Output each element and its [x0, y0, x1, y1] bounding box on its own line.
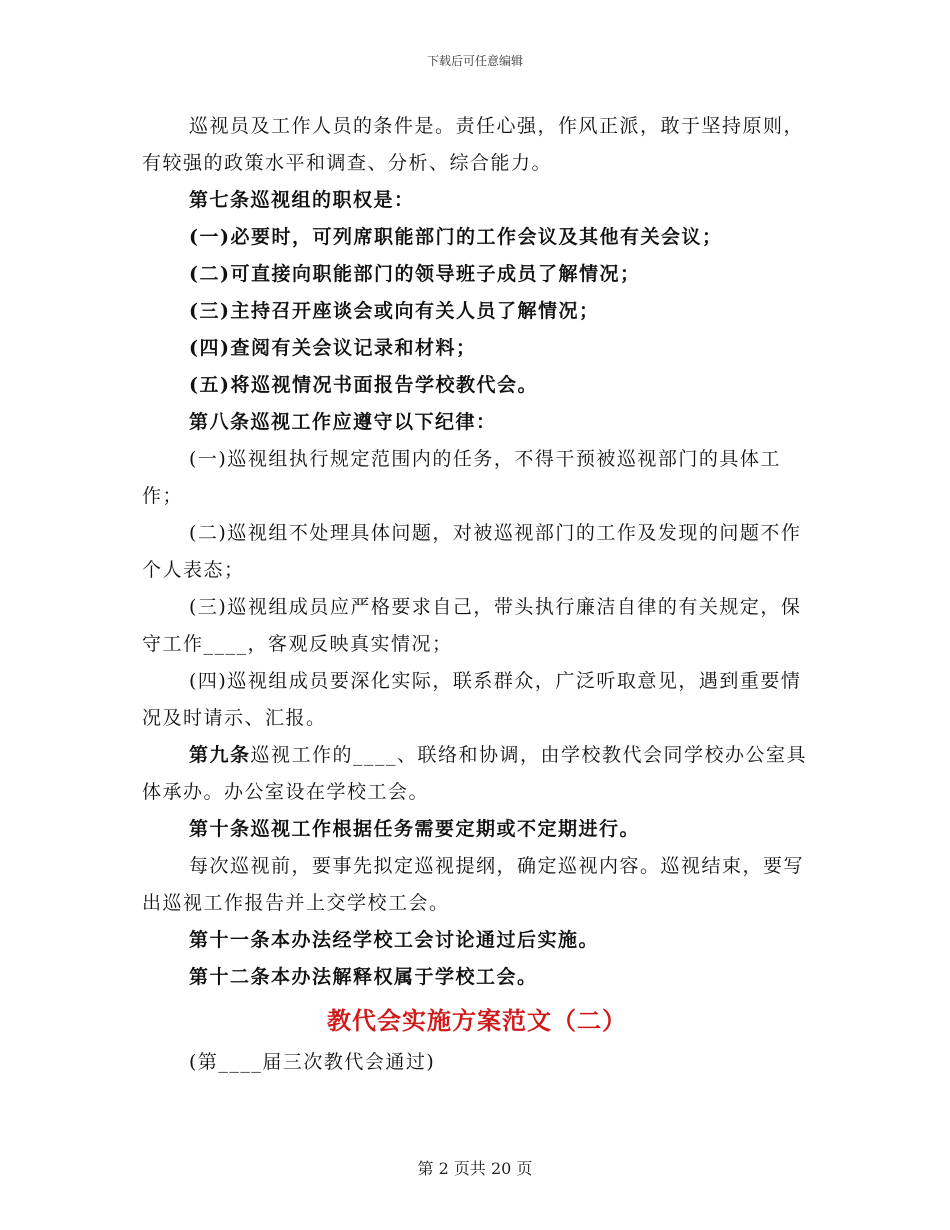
- article-10-heading: 第十条巡视工作根据任务需要定期或不定期进行。: [189, 818, 641, 840]
- document-body: [142, 108, 812, 1081]
- page-footer: 第 2 页共 20 页: [417, 1159, 533, 1178]
- article-8-heading: 第八条巡视工作应遵守以下纪律：: [189, 411, 497, 433]
- paragraph-conditions: 巡视员及工作人员的条件是。责任心强，作风正派，敢于坚持原则，有较强的政策水平和调查、分析、综合能力。: [142, 115, 805, 174]
- article-11: 第十一条本办法经学校工会讨论通过后实施。: [189, 929, 600, 951]
- power-item-5: (五)将巡视情况书面报告学校教代会。: [189, 374, 538, 396]
- article-12: 第十二条本办法解释权属于学校工会。: [189, 966, 538, 988]
- power-item-4: (四)查阅有关会议记录和材料；: [189, 337, 477, 359]
- power-item-3: (三)主持召开座谈会或向有关人员了解情况；: [189, 300, 600, 322]
- article-9-paragraph: [142, 737, 812, 811]
- power-item-2: (二)可直接向职能部门的领导班子成员了解情况；: [189, 263, 641, 285]
- article-9-lead: 第九条: [189, 744, 251, 766]
- discipline-item-2: (二)巡视组不处理具体问题，对被巡视部门的工作及发现的问题不作个人表态；: [142, 522, 802, 581]
- section-title: 教代会实施方案范文（二）: [327, 1006, 627, 1035]
- discipline-item-1: (一)巡视组执行规定范围内的任务，不得干预被巡视部门的具体工作；: [142, 448, 781, 507]
- discipline-item-4: (四)巡视组成员要深化实际，联系群众，广泛听取意见，遇到重要情况及时请示、汇报。: [142, 670, 802, 729]
- article-9-text: 巡视工作的____、联络和协调，由学校教代会同学校办公室具体承办。办公室设在学校工会。: [142, 744, 808, 803]
- power-item-1: (一)必要时，可列席职能部门的工作会议及其他有关会议；: [189, 226, 723, 248]
- article-10-text: 每次巡视前，要事先拟定巡视提纲，确定巡视内容。巡视结束，要写出巡视工作报告并上交学校工会。: [142, 855, 805, 914]
- page-header: 下载后可任意编辑: [426, 54, 523, 68]
- subtitle: (第____届三次教代会通过): [189, 1051, 436, 1073]
- discipline-item-3: (三)巡视组成员应严格要求自己，带头执行廉洁自律的有关规定，保守工作____，客观反映真实情况；: [142, 596, 802, 655]
- article-7-heading: 第七条巡视组的职权是：: [189, 189, 415, 211]
